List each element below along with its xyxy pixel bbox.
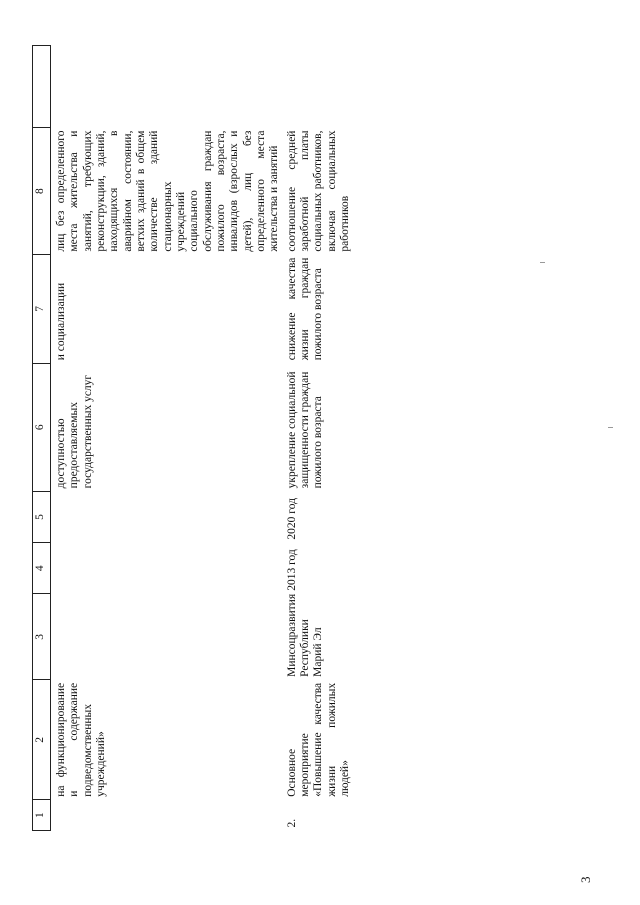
non-implementation-consequences: снижение качества жизни граждан пожилого возраста (285, 257, 325, 360)
non-implementation-consequences: и социализации (55, 282, 67, 360)
scan-artifact (608, 427, 613, 428)
responsible-executor (51, 593, 282, 679)
row-number (51, 799, 282, 830)
end-year (51, 491, 282, 542)
expected-result: доступностью предоставляемых государственных услуг (55, 374, 94, 488)
column-header-blank (33, 45, 51, 127)
measure-name: на функционирование и содержание подведомственных учреждений» (55, 682, 107, 797)
measure-name: Основное мероприятие «Повышение качества жизни пожилых людей» (285, 682, 351, 797)
table-header-row (33, 45, 51, 830)
landscape-page (0, 3, 640, 903)
expected-result: укрепление социальной защищенности граждан пожилого возраста (285, 370, 325, 488)
page-number: 3 (578, 876, 593, 883)
start-year: 2013 год (285, 548, 298, 591)
end-year: 2020 год (285, 497, 298, 540)
column-header-5: 5 (33, 491, 51, 542)
scan-artifact (540, 262, 545, 263)
start-year (51, 542, 282, 593)
related-indicators: лиц без определенного места жительства и занятий, требующих реконструкции, зданий, находящихся в аварийном состоянии, ветхих зданий в общем количестве зданий стационарных учреждений социального обслуживания граждан пожилого возраста, инвалидов (взрослых и детей), лиц без определенного места жительства и занятий (55, 130, 281, 252)
responsible-executor: Минсоцразвития Республики Марий Эл (285, 593, 325, 677)
program-measures-table (32, 45, 352, 831)
column-header-4: 4 (33, 542, 51, 593)
related-indicators: соотношение средней заработной платы социальных работников, включая социальных работников (285, 130, 351, 252)
column-header-3: 3 (33, 593, 51, 679)
column-header-2: 2 (33, 679, 51, 799)
column-header-8: 8 (33, 127, 51, 254)
row-number: 2. (285, 818, 298, 827)
column-header-6: 6 (33, 363, 51, 491)
column-header-7: 7 (33, 254, 51, 363)
table-row (282, 45, 353, 830)
column-header-1: 1 (33, 799, 51, 830)
table-row (51, 45, 282, 830)
